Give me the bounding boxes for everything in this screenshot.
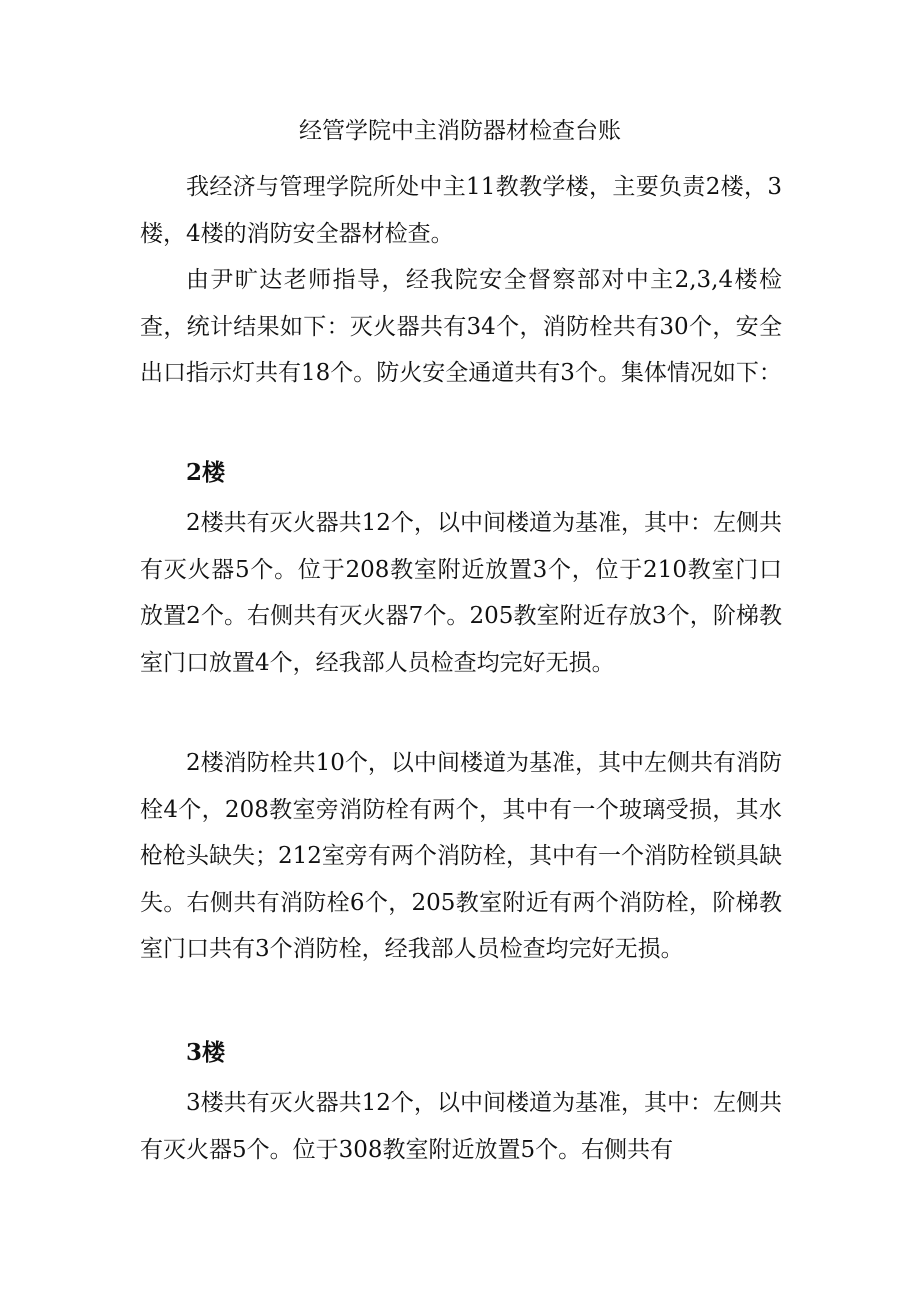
floor-2-heading: 2楼 — [186, 459, 226, 486]
intro-paragraph-1: 我经济与管理学院所处中主11教教学楼，主要负责2楼，3楼，4楼的消防安全器材检查。 — [140, 174, 782, 247]
floor-2-extinguishers-paragraph: 2楼共有灭火器共12个，以中间楼道为基准，其中：左侧共有灭火器5个。位于208教室附近放置3个，位于210教室门口放置2个。右侧共有灭火器7个。205教室附近存放3个，阶梯教室门口放置4个，经我部人员检查均完好无损。 — [140, 510, 782, 676]
intro-paragraph-2: 由尹旷达老师指导，经我院安全督察部对中主2,3,4楼检查，统计结果如下：灭火器共有34个，消防栓共有30个，安全出口指示灯共有18个。防火安全通道共有3个。集体情况如下： — [140, 267, 782, 386]
floor-2-hydrants-paragraph: 2楼消防栓共10个，以中间楼道为基准，其中左侧共有消防栓4个，208教室旁消防栓有两个，其中有一个玻璃受损，其水枪枪头缺失；212室旁有两个消防栓，其中有一个消防栓锁具缺失。右侧共有消防栓6个，205教室附近有两个消防栓，阶梯教室门口共有3个消防栓，经我部人员检查均完好无损。 — [140, 750, 782, 962]
document-title: 经管学院中主消防器材检查台账 — [299, 118, 621, 144]
floor-3-extinguishers-paragraph: 3楼共有灭火器共12个，以中间楼道为基准，其中：左侧共有灭火器5个。位于308教室附近放置5个。右侧共有 — [140, 1090, 782, 1163]
floor-3-heading: 3楼 — [186, 1039, 226, 1066]
